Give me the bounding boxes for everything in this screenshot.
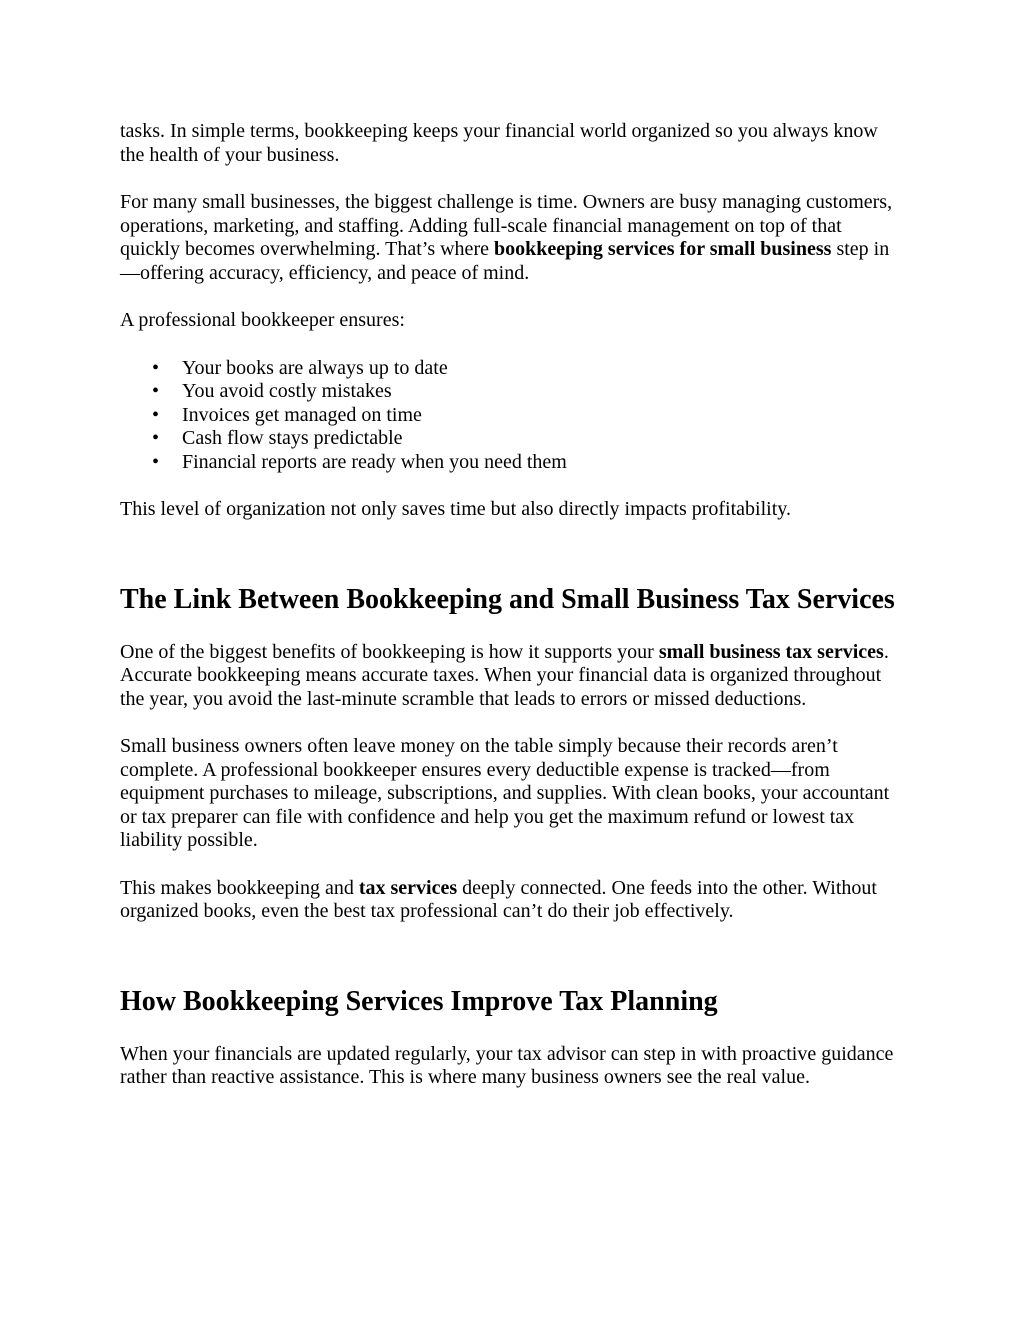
section-heading-planning: How Bookkeeping Services Improve Tax Planning bbox=[120, 985, 718, 1017]
paragraph-benefits bbox=[120, 641, 904, 712]
bold-phrase-tax-services-long: small business tax services bbox=[658, 640, 884, 663]
bold-phrase-tax-services: tax services bbox=[358, 876, 458, 899]
bullet-item: • Financial reports are ready when you need them bbox=[120, 451, 904, 475]
bold-phrase-bookkeeping-services: bookkeeping services for small business bbox=[493, 238, 832, 260]
paragraph-benefits-text: One of the biggest benefits of bookkeeping is how it supports your bbox=[120, 640, 659, 663]
section-heading-link: The Link Between Bookkeeping and Small Business Tax Services bbox=[120, 583, 895, 615]
paragraph-organization: This level of organization not only saves time but also directly impacts profitability. bbox=[120, 498, 791, 520]
bullet-list bbox=[120, 357, 904, 475]
paragraph-connected-text: This makes bookkeeping and bbox=[120, 876, 359, 899]
bullet-item: • Invoices get managed on time bbox=[120, 404, 904, 428]
bullet-item: • Your books are always up to date bbox=[120, 357, 904, 381]
bullet-item: • You avoid costly mistakes bbox=[120, 380, 904, 404]
paragraph-tasks: tasks. In simple terms, bookkeeping keeps your financial world organized so you always know the health of your business. bbox=[120, 120, 878, 166]
paragraph-challenge-text-end: step in—offering accuracy, efficiency, and peace of mind. bbox=[120, 238, 890, 284]
paragraph-connected bbox=[120, 877, 904, 924]
paragraph-challenge bbox=[120, 191, 904, 285]
paragraph-owners: Small business owners often leave money on the table simply because their records aren’t complete. A professional bookkeeper ensures every deductible expense is tracked—from equipment purchases to mileage, subscriptions, and supplies. With clean books, your accountant or tax preparer can file with confidence and help you get the maximum refund or lowest tax liability possible. bbox=[120, 735, 890, 851]
paragraph-updated: When your financials are updated regularly, your tax advisor can step in with proactive guidance rather than reactive assistance. This is where many business owners see the real value. bbox=[120, 1042, 894, 1088]
paragraph-connected-text-end: deeply connected. One feeds into the other. Without organized books, even the best tax professional can’t do their job effectively. bbox=[120, 876, 877, 922]
paragraph-benefits-text-end: . Accurate bookkeeping means accurate taxes. When your financial data is organized throughout the year, you avoid the last-minute scramble that leads to errors or missed deductions. bbox=[120, 640, 889, 710]
bullet-item: • Cash flow stays predictable bbox=[120, 427, 904, 451]
paragraph-challenge-text: For many small businesses, the biggest challenge is time. Owners are busy managing customers, operations, marketing, and staffing. Adding full-scale financial management on top of that quickly becomes overwhelming. That’s where bbox=[120, 191, 893, 260]
paragraph-ensures-intro: A professional bookkeeper ensures: bbox=[120, 309, 405, 331]
